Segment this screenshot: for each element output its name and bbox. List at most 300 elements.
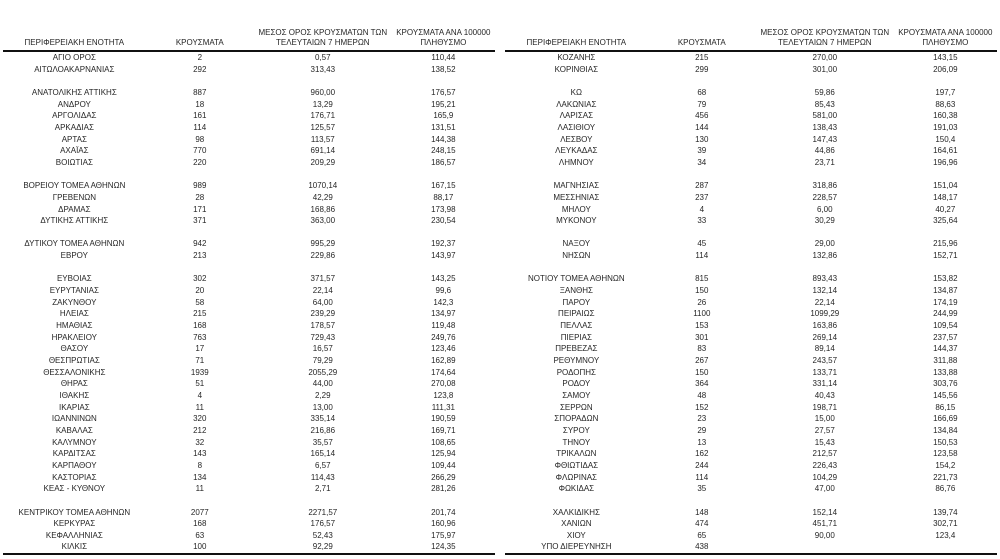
per100k-cell: 175,97 (431, 530, 456, 540)
cases-cell: 114 (193, 122, 207, 132)
table-row (3, 518, 495, 530)
region-cell: ΕΒΡΟΥ (60, 251, 88, 261)
cases-cell: 8 (197, 460, 203, 470)
cases-cell: 98 (195, 134, 205, 144)
avg7days-cell: 163,86 (812, 321, 838, 331)
per100k-cell: 244,99 (933, 309, 958, 319)
avg7days-cell: 133,71 (812, 367, 838, 377)
per100k-cell (392, 75, 495, 87)
avg7days-cell: 198,71 (812, 402, 838, 412)
cases-cell: 220 (193, 157, 207, 167)
cases-cell: 171 (193, 204, 207, 214)
per100k-cell (894, 75, 997, 87)
cases-cell: 770 (193, 146, 207, 156)
per100k-cell: 160,96 (431, 519, 456, 529)
avg7days-cell: 6,57 (314, 460, 331, 470)
per100k-cell: 111,31 (431, 402, 455, 412)
region-cell (505, 495, 648, 507)
table-row (505, 238, 997, 250)
table-row (505, 134, 997, 146)
spacer-row (505, 227, 997, 239)
table-row (505, 273, 997, 285)
region-cell: ΚΑΡΔΙΤΣΑΣ (52, 449, 96, 459)
region-cell: ΛΑΣΙΘΙΟΥ (557, 122, 596, 132)
cases-cell: 292 (193, 64, 207, 74)
per100k-cell: 142,3 (433, 297, 454, 307)
table-row (505, 472, 997, 484)
region-cell: ΧΙΟΥ (566, 530, 586, 540)
cases-cell: 45 (697, 239, 707, 249)
avg7days-cell (756, 75, 894, 87)
cases-cell: 237 (695, 192, 709, 202)
table-row (505, 448, 997, 460)
avg7days-cell: 269,14 (812, 332, 838, 342)
table-row (505, 425, 997, 437)
avg7days-cell: 52,43 (312, 530, 333, 540)
avg7days-cell: 212,57 (812, 449, 838, 459)
region-cell (3, 75, 146, 87)
per100k-cell: 152,71 (933, 251, 958, 261)
table-row (505, 157, 997, 169)
table-row (3, 541, 495, 554)
cases-cell: 887 (193, 87, 207, 97)
avg7days-cell: 226,43 (812, 460, 838, 470)
avg7days-cell: 59,86 (814, 87, 835, 97)
per100k-cell: 138,52 (431, 64, 456, 74)
cases-cell: 11 (195, 484, 204, 494)
avg7days-cell: 229,86 (310, 251, 336, 261)
region-cell: ΑΙΤΩΛΟΑΚΑΡΝΑΝΙΑΣ (34, 64, 115, 74)
table-row (505, 390, 997, 402)
column-header-cases: ΚΡΟΥΣΜΑΤΑ (146, 20, 254, 51)
region-cell: ΛΕΥΚΑΔΑΣ (555, 146, 598, 156)
table-row (505, 122, 997, 134)
spacer-row (505, 169, 997, 181)
table-row (3, 367, 495, 379)
region-cell: ΡΕΘΥΜΝΟΥ (553, 356, 600, 365)
avg7days-cell: 47,00 (814, 484, 835, 494)
table-row (3, 110, 495, 122)
per100k-cell: 160,38 (933, 111, 958, 121)
per100k-cell: 143,97 (431, 251, 456, 261)
region-cell: ΕΥΡΥΤΑΝΙΑΣ (49, 286, 99, 296)
table-row (3, 413, 495, 425)
right-table-body (505, 51, 997, 554)
region-cell: ΤΡΙΚΑΛΩΝ (556, 449, 597, 459)
column-header-avg7days: ΜΕΣΟΣ ΟΡΟΣ ΚΡΟΥΣΜΑΤΩΝ ΤΩΝ ΤΕΛΕΥΤΑΙΩΝ 7 ΗΜΕΡΩΝ (254, 20, 392, 51)
table-row (505, 367, 997, 379)
table-row (3, 238, 495, 250)
region-cell: ΡΟΔΟΠΗΣ (556, 367, 596, 377)
per100k-cell: 40,27 (935, 204, 956, 214)
avg7days-cell: 42,29 (312, 192, 333, 202)
avg7days-cell: 243,57 (812, 356, 838, 365)
avg7days-cell: 216,86 (310, 425, 336, 435)
cases-cell: 71 (195, 356, 205, 365)
table-row (3, 122, 495, 134)
avg7days-cell: 64,00 (312, 297, 333, 307)
per100k-cell: 248,15 (431, 146, 456, 156)
table-row (3, 273, 495, 285)
avg7days-cell: 178,57 (310, 321, 336, 331)
per100k-cell: 150,53 (933, 437, 958, 447)
avg7days-cell: 15,43 (814, 437, 835, 447)
cases-cell: 13 (697, 437, 707, 447)
spacer-row (3, 75, 495, 87)
cases-cell: 4 (699, 204, 705, 214)
table-row (3, 320, 495, 332)
region-cell: ΚΩ (570, 87, 582, 97)
table-row (505, 530, 997, 542)
cases-cell: 456 (695, 111, 709, 121)
table-row (3, 378, 495, 390)
region-cell: ΚΕΝΤΡΙΚΟΥ ΤΟΜΕΑ ΑΘΗΝΩΝ (18, 507, 131, 517)
cases-cell: 51 (195, 379, 205, 389)
avg7days-cell: 331,14 (812, 379, 838, 389)
avg7days-cell (756, 227, 894, 239)
avg7days-cell: 125,57 (310, 122, 336, 132)
cases-cell: 17 (195, 344, 205, 354)
avg7days-cell: 228,57 (812, 192, 838, 202)
per100k-cell: 123,46 (431, 344, 456, 354)
table-row (505, 343, 997, 355)
avg7days-cell (254, 495, 392, 507)
per100k-cell: 124,35 (392, 541, 495, 554)
avg7days-cell: 147,43 (812, 134, 838, 144)
cases-cell: 989 (193, 181, 207, 191)
region-cell: ΚΟΡΙΝΘΙΑΣ (554, 64, 599, 74)
cases-cell: 168 (193, 321, 207, 331)
region-cell: ΛΑΡΙΣΑΣ (559, 111, 594, 121)
avg7days-cell: 92,29 (254, 541, 392, 554)
cases-cell: 65 (697, 530, 707, 540)
avg7days-cell: 2,29 (314, 390, 331, 400)
per100k-cell: 151,04 (933, 181, 958, 191)
region-cell: ΚΙΛΚΙΣ (3, 541, 146, 554)
avg7days-cell: 313,43 (310, 64, 336, 74)
region-cell: ΔΡΑΜΑΣ (58, 204, 91, 214)
avg7days-cell (254, 169, 392, 181)
region-cell: ΧΑΛΚΙΔΙΚΗΣ (552, 507, 600, 517)
region-cell: ΑΡΚΑΔΙΑΣ (54, 122, 94, 132)
cases-cell: 2 (197, 53, 203, 62)
region-cell: ΘΕΣΣΑΛΟΝΙΚΗΣ (43, 367, 106, 377)
avg7days-cell: 2,71 (314, 484, 331, 494)
avg7days-cell: 30,29 (814, 216, 835, 226)
cases-cell: 4 (197, 390, 203, 400)
avg7days-cell: 335,14 (310, 414, 336, 424)
per100k-cell: 302,71 (933, 519, 958, 529)
avg7days-cell: 581,00 (812, 111, 838, 121)
left-table-body (3, 51, 495, 554)
table-row (505, 145, 997, 157)
cases-cell: 33 (697, 216, 707, 226)
per100k-cell: 110,44 (431, 53, 456, 62)
avg7days-cell: 995,29 (310, 239, 336, 249)
avg7days-cell: 132,14 (812, 286, 838, 296)
per100k-cell: 143,25 (431, 274, 456, 284)
avg7days-cell: 363,00 (310, 216, 336, 226)
table-row (505, 64, 997, 76)
cases-cell: 301 (695, 332, 709, 342)
region-cell: ΣΠΟΡΑΔΩΝ (554, 414, 599, 424)
column-header-per100k: ΚΡΟΥΣΜΑΤΑ ΑΝΑ 100000 ΠΛΗΘΥΣΜΟ (392, 20, 495, 51)
table-row (505, 413, 997, 425)
column-header-avg7days: ΜΕΣΟΣ ΟΡΟΣ ΚΡΟΥΣΜΑΤΩΝ ΤΩΝ ΤΕΛΕΥΤΑΙΩΝ 7 ΗΜΕΡΩΝ (756, 20, 894, 51)
region-cell: ΑΝΑΤΟΛΙΚΗΣ ΑΤΤΙΚΗΣ (31, 87, 117, 97)
avg7days-cell: 13,00 (312, 402, 333, 412)
cases-cell (146, 169, 254, 181)
region-cell: ΚΑΣΤΟΡΙΑΣ (52, 472, 97, 482)
per100k-cell (894, 495, 997, 507)
cases-cell: 23 (697, 414, 707, 424)
cases-cell: 29 (697, 425, 707, 435)
table-row (505, 192, 997, 204)
per100k-cell: 303,76 (933, 379, 958, 389)
table-row (3, 204, 495, 216)
per100k-cell: 88,17 (433, 192, 454, 202)
cases-cell (146, 227, 254, 239)
spacer-row (505, 262, 997, 274)
spacer-row (3, 169, 495, 181)
cases-cell: 763 (193, 332, 207, 342)
region-cell (505, 75, 648, 87)
per100k-cell: 131,51 (431, 122, 456, 132)
avg7days-cell: 165,14 (310, 449, 336, 459)
region-cell: ΜΑΓΝΗΣΙΑΣ (553, 181, 600, 191)
table-row (3, 530, 495, 542)
cases-cell: 815 (695, 274, 709, 284)
region-cell: ΑΝΔΡΟΥ (57, 99, 91, 109)
region-cell: ΗΡΑΚΛΕΙΟΥ (51, 332, 98, 342)
region-cell: ΦΘΙΩΤΙΔΑΣ (554, 460, 599, 470)
cases-cell (146, 262, 254, 274)
per100k-cell: 165,9 (433, 111, 454, 121)
avg7days-cell: 1099,29 (810, 309, 840, 319)
table-row (3, 297, 495, 309)
cases-cell (146, 495, 254, 507)
table-row (505, 99, 997, 111)
region-cell: ΚΕΑΣ - ΚΥΘΝΟΥ (43, 484, 106, 494)
table-row (3, 402, 495, 414)
cases-cell: 20 (195, 286, 205, 296)
per100k-cell: 164,61 (933, 146, 958, 156)
avg7days-cell: 168,86 (310, 204, 336, 214)
cases-cell: 79 (697, 99, 707, 109)
table-row (3, 355, 495, 367)
table-row (3, 64, 495, 76)
region-cell: ΤΗΝΟΥ (562, 437, 591, 447)
table-row (505, 402, 997, 414)
cases-cell: 100 (146, 541, 254, 554)
per100k-cell: 134,97 (431, 309, 456, 319)
region-cell: ΚΕΡΚΥΡΑΣ (53, 519, 96, 529)
region-cell: ΑΧΑΪΑΣ (60, 146, 89, 156)
per100k-cell: 311,88 (933, 356, 958, 365)
region-cell: ΑΡΓΟΛΙΔΑΣ (52, 111, 97, 121)
region-cell: ΒΟΡΕΙΟΥ ΤΟΜΕΑ ΑΘΗΝΩΝ (23, 181, 126, 191)
avg7days-cell: 29,00 (814, 239, 835, 249)
avg7days-cell: 0,57 (314, 53, 331, 62)
region-cell: ΦΩΚΙΔΑΣ (558, 484, 595, 494)
cases-cell: 150 (695, 367, 709, 377)
per100k-cell (392, 169, 495, 181)
table-row (3, 134, 495, 146)
region-cell: ΗΛΕΙΑΣ (59, 309, 89, 319)
table-row (3, 437, 495, 449)
cases-cell: 144 (695, 122, 709, 132)
table-row (3, 460, 495, 472)
per100k-cell: 176,57 (431, 87, 456, 97)
avg7days-cell: 23,71 (814, 157, 835, 167)
per100k-cell: 108,65 (431, 437, 456, 447)
avg7days-cell (254, 75, 392, 87)
table-row (505, 460, 997, 472)
per100k-cell: 206,09 (933, 64, 958, 74)
cases-cell: 474 (695, 519, 709, 529)
table-row (505, 541, 997, 554)
region-cell: ΛΑΚΩΝΙΑΣ (556, 99, 597, 109)
cases-cell: 34 (697, 157, 707, 167)
table-row (505, 285, 997, 297)
cases-cell: 371 (193, 216, 207, 226)
cases-cell (648, 75, 756, 87)
table-row (3, 425, 495, 437)
per100k-cell: 88,63 (935, 99, 956, 109)
region-cell: ΚΑΛΥΜΝΟΥ (52, 437, 97, 447)
per100k-cell: 134,84 (933, 425, 958, 435)
cases-cell: 58 (195, 297, 205, 307)
cases-cell: 162 (695, 449, 709, 459)
region-cell: ΠΕΙΡΑΙΩΣ (558, 309, 595, 319)
avg7days-cell: 22,14 (312, 286, 333, 296)
avg7days-cell: 691,14 (310, 146, 336, 156)
region-cell: ΗΜΑΘΙΑΣ (56, 321, 93, 331)
cases-cell: 83 (697, 344, 707, 354)
cases-cell: 2077 (190, 507, 209, 517)
cases-cell: 48 (697, 390, 707, 400)
table-row (505, 518, 997, 530)
per100k-cell: 123,4 (935, 530, 956, 540)
per100k-cell: 123,8 (433, 390, 454, 400)
region-cell: ΡΟΔΟΥ (562, 379, 591, 389)
cases-cell: 1939 (190, 367, 209, 377)
avg7days-cell: 371,57 (310, 274, 336, 284)
avg7days-cell: 85,43 (814, 99, 835, 109)
per100k-cell: 281,26 (431, 484, 456, 494)
avg7days-cell: 6,00 (816, 204, 833, 214)
region-cell: ΔΥΤΙΚΗΣ ΑΤΤΙΚΗΣ (40, 216, 109, 226)
region-cell (3, 262, 146, 274)
per100k-cell: 145,56 (933, 390, 958, 400)
region-cell: ΠΑΡΟΥ (562, 297, 591, 307)
per100k-cell: 144,38 (431, 134, 456, 144)
per100k-cell: 119,48 (431, 321, 456, 331)
avg7days-cell: 270,00 (812, 53, 838, 62)
region-cell: ΙΚΑΡΙΑΣ (58, 402, 90, 412)
per100k-cell: 86,15 (935, 402, 956, 412)
cases-cell: 438 (648, 541, 756, 554)
per100k-cell: 186,57 (431, 157, 456, 167)
table-row (3, 215, 495, 227)
per100k-cell: 192,37 (431, 239, 456, 249)
cases-cell (648, 227, 756, 239)
per100k-cell: 144,37 (933, 344, 958, 354)
table-row (505, 332, 997, 344)
per100k-cell: 154,2 (935, 460, 956, 470)
region-cell: ΑΡΤΑΣ (61, 134, 87, 144)
region-cell: ΚΑΒΑΛΑΣ (55, 425, 93, 435)
cases-cell: 32 (195, 437, 205, 447)
region-cell: ΒΟΙΩΤΙΑΣ (55, 157, 93, 167)
avg7days-cell: 35,57 (312, 437, 333, 447)
cases-cell: 267 (695, 356, 709, 365)
region-cell: ΘΗΡΑΣ (60, 379, 88, 389)
cases-cell: 130 (695, 134, 709, 144)
region-cell (505, 262, 648, 274)
cases-cell: 287 (695, 181, 709, 191)
cases-cell: 161 (193, 111, 207, 121)
per100k-cell (392, 262, 495, 274)
column-header-region: ΠΕΡΙΦΕΡΕΙΑΚΗ ΕΝΟΤΗΤΑ (505, 20, 648, 51)
table-row (3, 87, 495, 99)
cases-cell (648, 262, 756, 274)
table-row (505, 437, 997, 449)
avg7days-cell: 893,43 (812, 274, 838, 284)
region-cell: ΠΕΛΛΑΣ (560, 321, 593, 331)
cases-cell: 28 (195, 192, 205, 202)
table-row (505, 215, 997, 227)
cases-cell: 153 (695, 321, 709, 331)
per100k-cell: 325,64 (933, 216, 958, 226)
table-row (3, 448, 495, 460)
region-cell: ΔΥΤΙΚΟΥ ΤΟΜΕΑ ΑΘΗΝΩΝ (24, 239, 125, 249)
table-row (505, 378, 997, 390)
spacer-row (3, 227, 495, 239)
left-table-header (3, 20, 495, 51)
column-header-per100k: ΚΡΟΥΣΜΑΤΑ ΑΝΑ 100000 ΠΛΗΘΥΣΜΟ (894, 20, 997, 51)
table-row (3, 145, 495, 157)
header-row (3, 20, 495, 51)
avg7days-cell: 40,43 (814, 390, 835, 400)
avg7days-cell: 13,29 (312, 99, 333, 109)
per100k-cell: 190,59 (431, 414, 456, 424)
region-cell (3, 169, 146, 181)
per100k-cell: 237,57 (933, 332, 958, 342)
avg7days-cell: 1070,14 (308, 181, 338, 191)
avg7days-cell: 209,29 (310, 157, 336, 167)
cases-cell: 11 (195, 402, 204, 412)
per100k-cell: 133,88 (933, 367, 958, 377)
avg7days-cell: 2271,57 (308, 507, 338, 517)
per100k-cell: 148,17 (933, 192, 958, 202)
avg7days-cell: 89,14 (814, 344, 835, 354)
region-cell: ΓΡΕΒΕΝΩΝ (52, 192, 96, 202)
region-cell (505, 169, 648, 181)
per100k-cell (894, 262, 997, 274)
per100k-cell: 221,73 (933, 472, 958, 482)
avg7days-cell (254, 262, 392, 274)
table-row (505, 483, 997, 495)
table-row (505, 250, 997, 262)
cases-cell: 18 (195, 99, 205, 109)
table-row (505, 110, 997, 122)
table-row (505, 51, 997, 64)
region-cell (505, 227, 648, 239)
region-cell: ΣΑΜΟΥ (562, 390, 591, 400)
per100k-cell: 109,54 (933, 321, 958, 331)
avg7days-cell (254, 227, 392, 239)
